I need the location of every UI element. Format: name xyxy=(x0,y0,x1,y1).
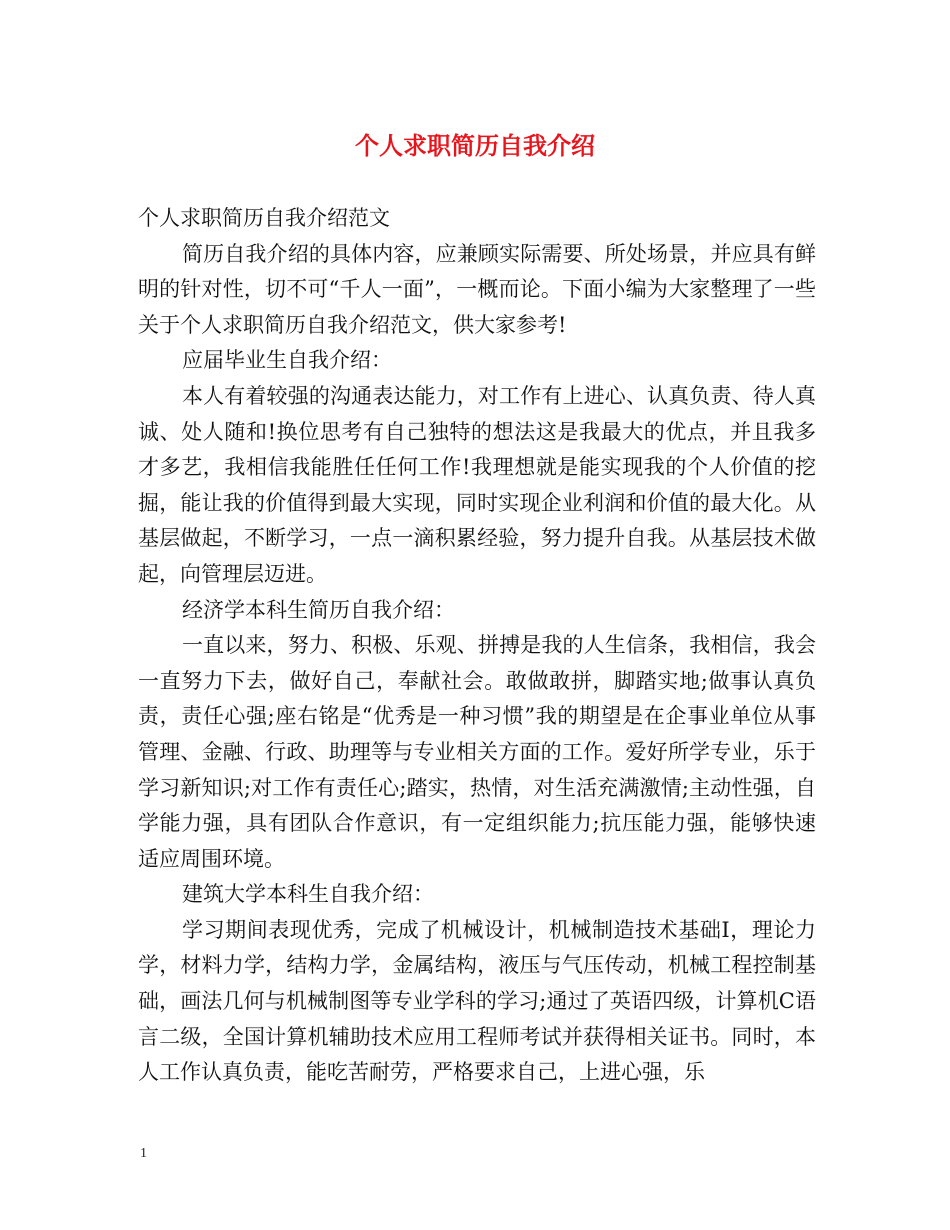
section-heading-graduate: 应届毕业生自我介绍： xyxy=(182,348,392,373)
paragraph-economics: 一直以来，努力、积极、乐观、拼搏是我的人生信条，我相信，我会一直努力下去，做好自己，奉献社会。敢做敢拼，脚踏实地;做事认真负责，责任心强;座右铭是“优秀是一种习惯”我的期望是在企事业单位从事管理、金融、行政、助理等与专业相关方面的工作。爱好所学专业，乐于学习新知识;对工作有责任心;踏实，热情，对生活充满激情;主动性强，自学能力强，具有团队合作意识，有一定组织能力;抗压能力强，能够快速适应周围环境。 xyxy=(138,633,816,871)
page-number: 1 xyxy=(140,1146,147,1161)
section-heading-architecture: 建筑大学本科生自我介绍： xyxy=(182,882,434,907)
paragraph-graduate: 本人有着较强的沟通表达能力，对工作有上进心、认真负责、待人真诚、处人随和!换位思考有自己独特的想法这是我最大的优点，并且我多才多艺，我相信我能胜任任何工作!我理想就是能实现我的个人价值的挖掘，能让我的价值得到最大实现，同时实现企业利润和价值的最大化。从基层做起，不断学习，一点一滴积累经验，努力提升自我。从基层技术做起，向管理层迈进。 xyxy=(138,383,816,586)
paragraph-architecture: 学习期间表现优秀，完成了机械设计，机械制造技术基础Ⅰ，理论力学，材料力学，结构力学，金属结构，液压与气压传动，机械工程控制基础，画法几何与机械制图等专业学科的学习;通过了英语四级，计算机C语言二级，全国计算机辅助技术应用工程师考试并获得相关证书。同时，本人工作认真负责，能吃苦耐劳，严格要求自己，上进心强，乐 xyxy=(138,917,816,1085)
document-title: 个人求职简历自我介绍 xyxy=(355,131,595,160)
section-heading-economics: 经济学本科生简历自我介绍： xyxy=(182,597,455,622)
paragraph-intro: 简历自我介绍的具体内容，应兼顾实际需要、所处场景，并应具有鲜明的针对性，切不可“千人一面”，一概而论。下面小编为大家整理了一些关于个人求职简历自我介绍范文，供大家参考! xyxy=(138,241,816,337)
document-subtitle: 个人求职简历自我介绍范文 xyxy=(138,206,390,230)
document-body xyxy=(138,201,816,1091)
